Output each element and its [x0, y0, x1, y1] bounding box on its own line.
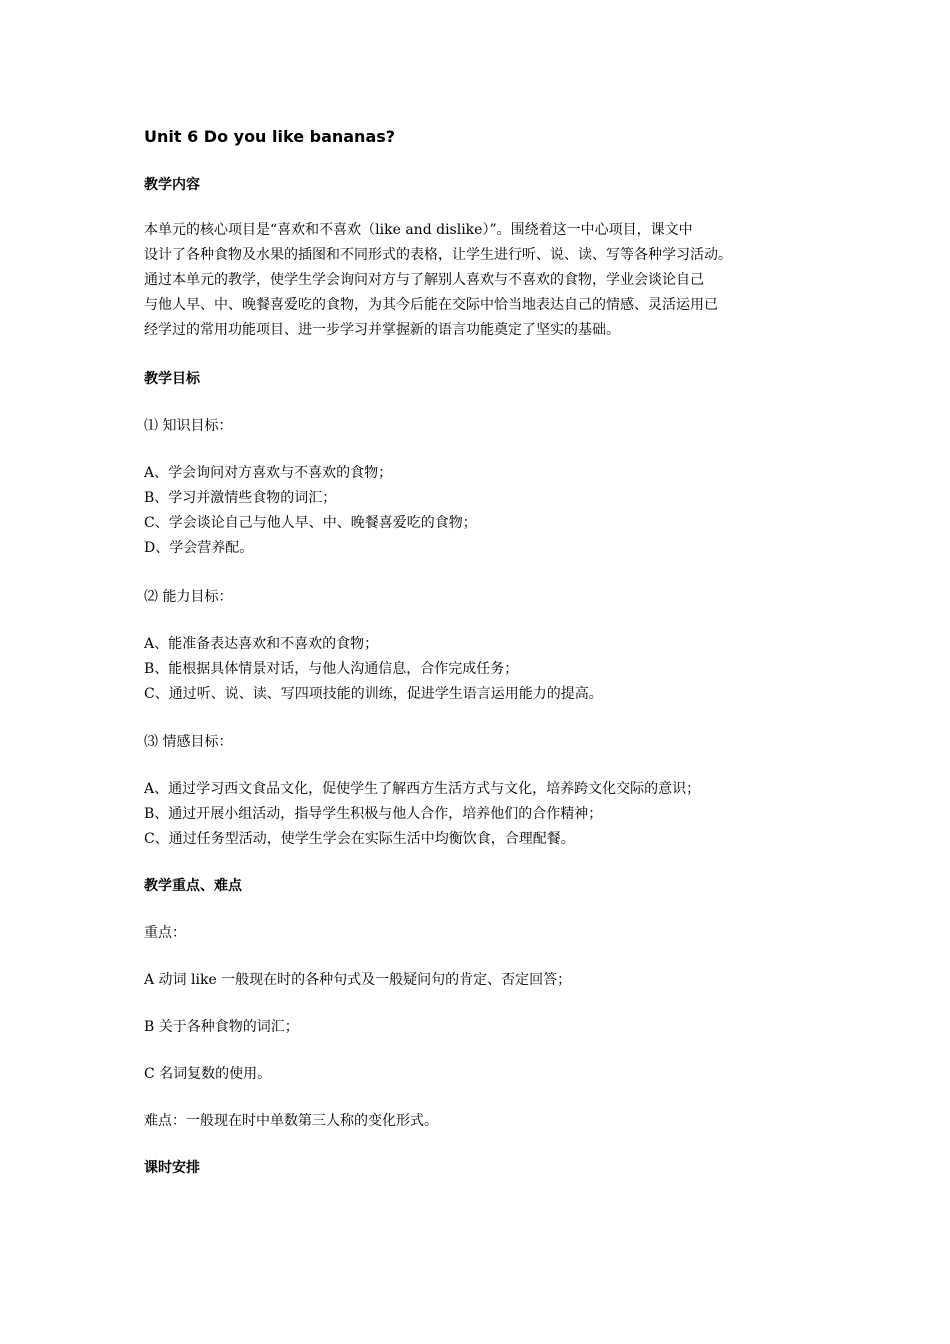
- list-item: C、学会谈论自己与他人早、中、晚餐喜爱吃的食物；: [144, 515, 477, 531]
- list-item: B、能根据具体情景对话，与他人沟通信息，合作完成任务；: [144, 661, 519, 677]
- difficult-point: 难点：一般现在时中单数第三人称的变化形式。: [144, 1113, 438, 1129]
- list-item: C、通过任务型活动，使学生学会在实际生活中均衡饮食，合理配餐。: [144, 831, 575, 847]
- heading-teaching-goals: 教学目标: [144, 371, 200, 387]
- heading-lesson-schedule: 课时安排: [144, 1160, 200, 1176]
- paragraph-line: 经学过的常用功能项目、进一步学习并掌握新的语言功能奠定了坚实的基础。: [144, 322, 620, 338]
- key-point-item: B 关于各种食物的词汇；: [144, 1019, 299, 1035]
- document-title: Unit 6 Do you like bananas?: [144, 127, 396, 146]
- ability-goals-list: [144, 632, 603, 707]
- key-points-label: 重点：: [144, 925, 186, 941]
- heading-teaching-content: 教学内容: [144, 177, 200, 193]
- list-item: A、通过学习西文食品文化，促使学生了解西方生活方式与文化，培养跨文化交际的意识；: [144, 781, 701, 797]
- list-item: C、通过听、说、读、写四项技能的训练，促进学生语言运用能力的提高。: [144, 686, 603, 702]
- paragraph-line: 本单元的核心项目是“喜欢和不喜欢（like and dislike）”。围绕着这一中心项目，课文中: [144, 222, 693, 238]
- knowledge-goals-label: ⑴ 知识目标：: [144, 418, 233, 434]
- list-item: A、能准备表达喜欢和不喜欢的食物；: [144, 636, 379, 652]
- paragraph-line: 设计了各种食物及水果的插图和不同形式的表格，让学生进行听、说、读、写等各种学习活动。: [144, 247, 732, 263]
- list-item: D、学会营养配。: [144, 540, 254, 556]
- list-item: B、通过开展小组活动，指导学生积极与他人合作，培养他们的合作精神；: [144, 806, 603, 822]
- list-item: B、学习并激情些食物的词汇；: [144, 490, 337, 506]
- paragraph-line: 与他人早、中、晚餐喜爱吃的食物，为其今后能在交际中恰当地表达自己的情感、灵活运用已: [144, 297, 718, 313]
- key-point-item: C 名词复数的使用。: [144, 1066, 272, 1082]
- ability-goals-label: ⑵ 能力目标：: [144, 589, 233, 605]
- paragraph-line: 通过本单元的教学，使学生学会询问对方与了解别人喜欢与不喜欢的食物，学业会谈论自己: [144, 272, 704, 288]
- heading-key-difficult-points: 教学重点、难点: [144, 878, 242, 894]
- emotion-goals-label: ⑶ 情感目标：: [144, 734, 233, 750]
- knowledge-goals-list: [144, 461, 477, 561]
- emotion-goals-list: [144, 777, 700, 852]
- list-item: A、学会询问对方喜欢与不喜欢的食物；: [144, 465, 393, 481]
- key-point-item: A 动词 like 一般现在时的各种句式及一般疑问句的肯定、否定回答；: [144, 972, 572, 988]
- teaching-content-paragraph: [144, 218, 732, 343]
